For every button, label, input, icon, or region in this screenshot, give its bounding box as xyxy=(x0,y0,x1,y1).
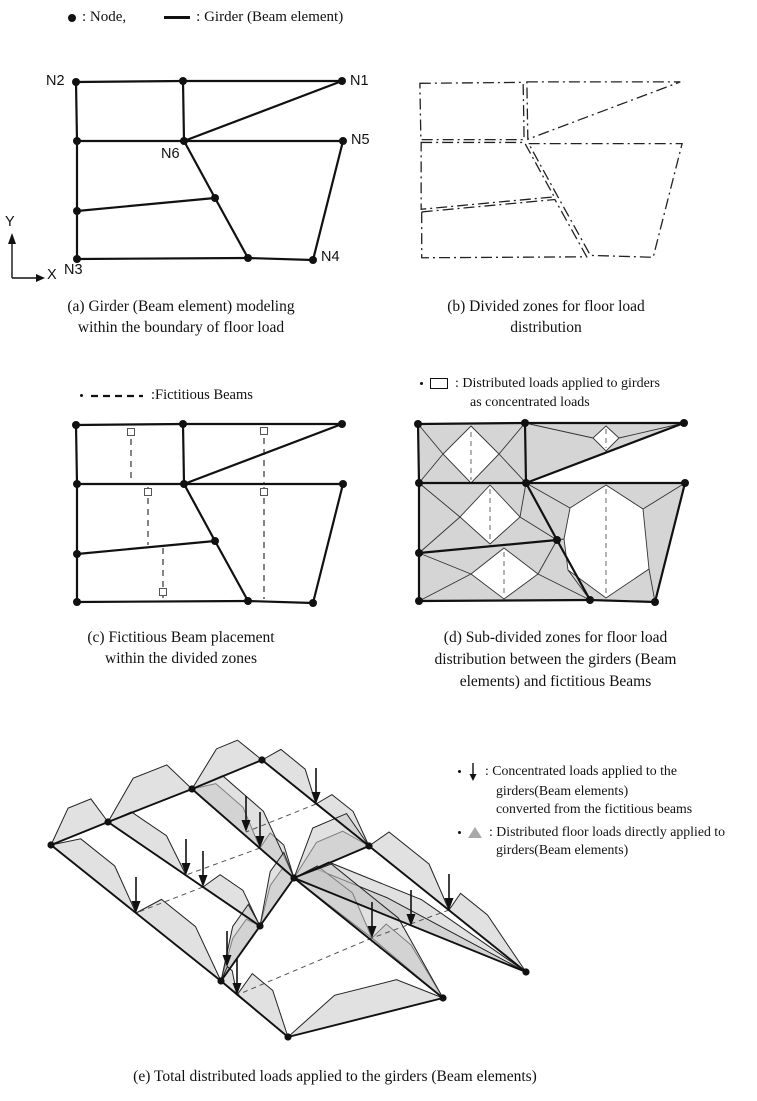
bullet-icon xyxy=(80,394,83,397)
node-dot xyxy=(211,194,219,202)
dashed-line-icon xyxy=(89,393,145,399)
right-angle-marker xyxy=(160,589,167,596)
node-label-n1: N1 xyxy=(350,73,369,89)
legend-concentrated-loads: : Distributed loads applied to girders as concentrated loads xyxy=(420,375,660,411)
node-dot xyxy=(73,480,81,488)
right-angle-marker xyxy=(261,428,268,435)
node-dot xyxy=(553,536,561,544)
node-dot xyxy=(681,479,689,487)
girder-line-icon xyxy=(164,16,190,19)
distributed-load-shape xyxy=(136,899,221,981)
node-dot xyxy=(188,785,195,792)
node-dot xyxy=(309,599,317,607)
distributed-load-shape xyxy=(237,974,288,1037)
right-angle-marker xyxy=(145,489,152,496)
girder-line xyxy=(184,484,215,541)
open-rectangle-icon xyxy=(430,378,448,389)
divided-zone-outline xyxy=(422,200,587,258)
girder-line xyxy=(418,423,525,424)
node-dot xyxy=(73,207,81,215)
axis-label-y: Y xyxy=(5,214,15,230)
girder-line-3d xyxy=(108,822,260,926)
node-dot xyxy=(680,419,688,427)
node-dot xyxy=(180,480,188,488)
node-dot xyxy=(365,842,372,849)
node-dot xyxy=(72,78,80,86)
node-dot xyxy=(439,994,446,1001)
panel-c xyxy=(72,420,347,607)
girder-line xyxy=(76,81,183,82)
node-dot xyxy=(244,254,252,262)
legend-fictitious-beams: :Fictitious Beams xyxy=(80,387,253,404)
axis-label-x: X xyxy=(47,267,57,283)
panel-d xyxy=(414,419,689,606)
node-dot xyxy=(73,137,81,145)
fictitious-beam-trace xyxy=(186,848,260,875)
node-dot xyxy=(258,756,265,763)
divided-zone-outline xyxy=(420,82,524,139)
caption-a: (a) Girder (Beam element) modeling within the boundary of floor load xyxy=(67,298,295,336)
node-dot xyxy=(244,597,252,605)
girder-line xyxy=(215,541,248,601)
bullet-icon xyxy=(420,382,423,385)
legend-girder-label: : Girder (Beam element) xyxy=(196,9,344,25)
distributed-load-shape xyxy=(288,980,443,1037)
node-dot xyxy=(522,479,530,487)
legend-top xyxy=(68,9,343,26)
gray-triangle-icon xyxy=(467,826,483,840)
node-dot xyxy=(414,420,422,428)
x-axis-arrowhead xyxy=(36,274,45,282)
node-label-n2: N2 xyxy=(46,73,65,89)
girder-line xyxy=(77,198,215,211)
girder-line xyxy=(183,424,184,484)
girder-line xyxy=(419,600,590,601)
node-dot xyxy=(217,977,224,984)
girder-line xyxy=(418,424,419,483)
node-dot xyxy=(309,256,317,264)
girder-line xyxy=(184,81,342,141)
girder-line xyxy=(248,601,313,603)
girder-line xyxy=(76,82,77,141)
girder-line xyxy=(313,141,343,260)
node-dot xyxy=(339,137,347,145)
girder-line xyxy=(313,484,343,603)
node-dot xyxy=(256,922,263,929)
legend-node-label: : Node, xyxy=(82,9,127,25)
node-dot xyxy=(415,479,423,487)
node-dot xyxy=(104,818,111,825)
node-dot xyxy=(72,421,80,429)
node-dot xyxy=(586,596,594,604)
legend-e: : Concentrated loads applied to the girders(Beam elements) converted from the fictitious beams : Distributed floor loads directly applied to girders(Beam elements) xyxy=(458,762,753,858)
girder-line xyxy=(215,198,248,258)
right-angle-marker xyxy=(128,429,135,436)
divided-zone-outline xyxy=(421,142,554,209)
node-dot xyxy=(73,550,81,558)
node-dot xyxy=(284,1033,291,1040)
node-dot xyxy=(338,77,346,85)
divided-zone-outline xyxy=(529,144,682,258)
girder-line xyxy=(76,424,183,425)
node-dot xyxy=(179,420,187,428)
node-dot xyxy=(651,598,659,606)
node-dot xyxy=(47,841,54,848)
girder-line xyxy=(77,541,215,554)
right-angle-marker xyxy=(261,489,268,496)
node-label-n3: N3 xyxy=(64,262,83,278)
panel-b xyxy=(420,82,682,258)
node-dot xyxy=(522,968,529,975)
node-dot xyxy=(339,480,347,488)
girder-line xyxy=(76,425,77,484)
girder-line xyxy=(77,258,248,259)
node-dot xyxy=(415,549,423,557)
caption-b: (b) Divided zones for floor load distribution xyxy=(447,298,645,336)
girder-line xyxy=(248,258,313,260)
y-axis-arrowhead xyxy=(8,233,16,244)
bullet-icon xyxy=(458,770,461,773)
node-label-n6: N6 xyxy=(161,146,180,162)
girder-line xyxy=(184,141,215,198)
node-label-n4: N4 xyxy=(321,249,340,265)
node-dot xyxy=(290,874,297,881)
caption-c: (c) Fictitious Beam placement within the divided zones xyxy=(87,629,275,667)
node-dot xyxy=(179,77,187,85)
girder-line xyxy=(183,81,184,141)
distributed-load-shape xyxy=(51,799,108,845)
girder-line xyxy=(525,423,526,483)
down-arrow-icon xyxy=(467,762,479,782)
node-dot xyxy=(73,598,81,606)
panel-a xyxy=(8,77,347,282)
caption-e: (e) Total distributed loads applied to the girders (Beam elements) xyxy=(133,1068,537,1085)
node-dot xyxy=(211,537,219,545)
girder-line xyxy=(77,601,248,602)
node-dot xyxy=(338,420,346,428)
distributed-load-shape xyxy=(108,812,186,875)
bullet-icon xyxy=(458,831,461,834)
divided-zone-outline xyxy=(527,82,680,139)
node-dot xyxy=(521,419,529,427)
node-bullet-icon xyxy=(68,14,76,22)
caption-d: (d) Sub-divided zones for floor load distribution between the girders (Beam elements) and fictitious Beams xyxy=(434,629,677,690)
node-dot xyxy=(415,597,423,605)
node-label-n5: N5 xyxy=(351,132,370,148)
node-dot xyxy=(180,137,188,145)
